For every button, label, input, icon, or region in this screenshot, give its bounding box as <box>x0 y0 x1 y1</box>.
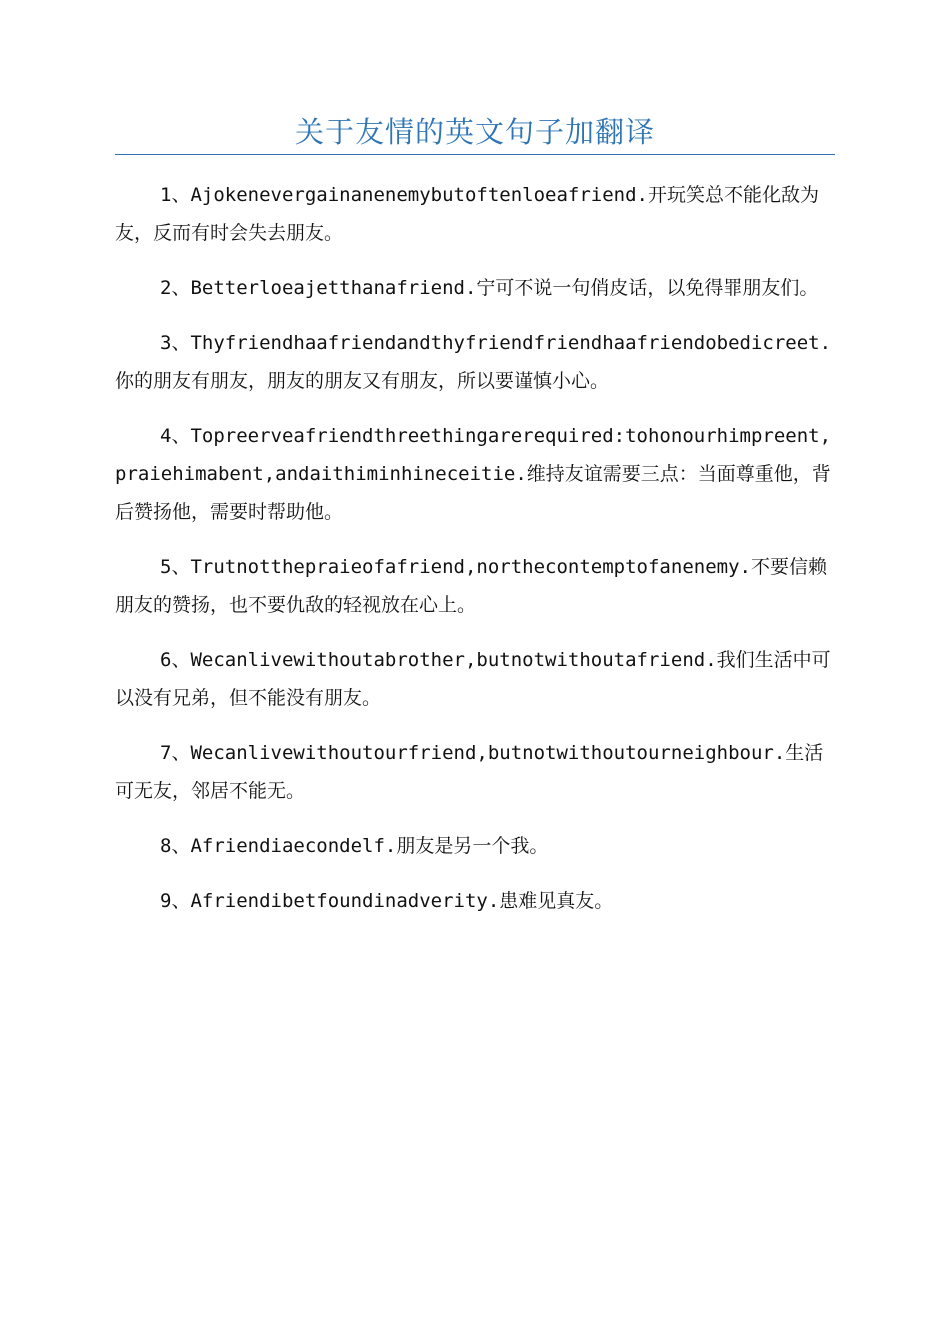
paragraph-3: 3、Thyfriendhaafriendandthyfriendfriendhaafriendobedicreet.你的朋友有朋友，朋友的朋友又有朋友，所以要谨慎小心。 <box>115 332 832 392</box>
paragraph-2: 2、Betterloeajetthanafriend.宁可不说一句俏皮话，以免得罪朋友们。 <box>160 277 819 299</box>
paragraph-7: 7、Wecanlivewithoutourfriend,butnotwithoutourneighbour.生活可无友，邻居不能无。 <box>115 742 824 802</box>
paragraph-4: 4、Topreerveafriendthreethingarerequired:tohonourhimpreent,praiehimabent,andaithiminhineceitie.维持友谊需要三点：当面尊重他，背后赞扬他，需要时帮助他。 <box>115 425 832 523</box>
title-underline <box>115 154 835 155</box>
paragraph-5: 5、Trutnotthepraieofafriend,northecontemptofanenemy.不要信赖朋友的赞扬，也不要仇敌的轻视放在心上。 <box>115 556 827 616</box>
paragraph-9: 9、Afriendibetfoundinadverity.患难见真友。 <box>160 890 614 912</box>
paragraph-1: 1、Ajokenevergainanenemybutoftenloeafriend.开玩笑总不能化敌为友，反而有时会失去朋友。 <box>115 184 819 244</box>
document-title: 关于友情的英文句子加翻译 <box>294 115 655 149</box>
paragraph-8: 8、Afriendiaecondelf.朋友是另一个我。 <box>160 835 549 857</box>
paragraph-6: 6、Wecanlivewithoutabrother,butnotwithoutafriend.我们生活中可以没有兄弟，但不能没有朋友。 <box>115 649 831 709</box>
document-body <box>115 176 835 937</box>
